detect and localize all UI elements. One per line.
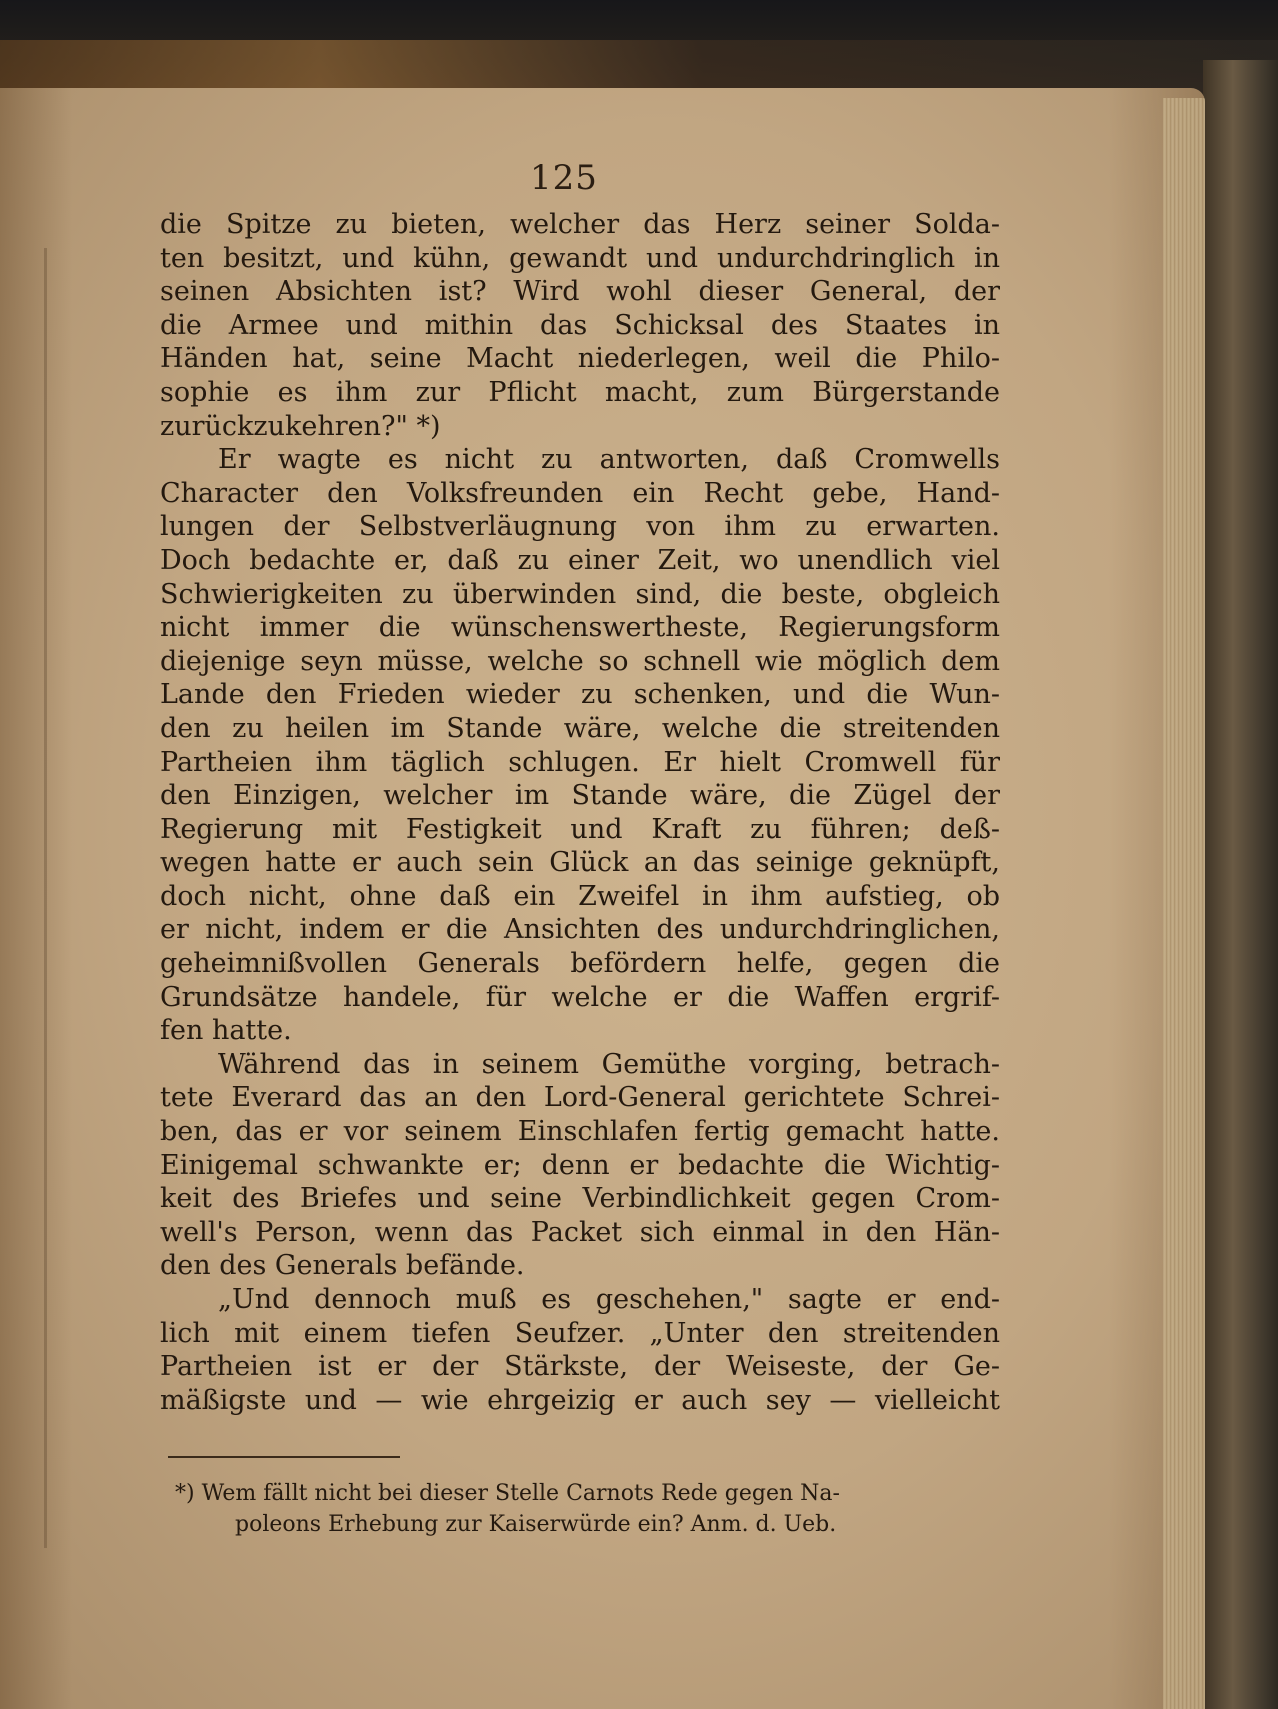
book-cover-right [1203,60,1278,1709]
text-line: den Einzigen, welcher im Stande wäre, die Zügel der [160,780,1000,812]
book-cover-edge [0,40,1278,95]
text-line: geheimnißvollen Generals befördern helfe, gegen die [160,948,1000,980]
gutter-shadow [44,248,47,1548]
text-line: zurückzukehren?" *) [160,410,441,442]
footnote-line: *) Wem fällt nicht bei dieser Stelle Carnots Rede gegen Na- [175,1481,840,1506]
text-line: den des Generals befände. [160,1250,525,1282]
text-line: fen hatte. [160,1015,292,1047]
text-line: Grundsätze handele, für welche er die Waffen ergrif- [160,981,1000,1013]
text-line: Doch bedachte er, daß zu einer Zeit, wo unendlich viel [160,544,1000,576]
text-line: doch nicht, ohne daß ein Zweifel in ihm aufstieg, ob [160,880,1000,912]
text-line: lich mit einem tiefen Seufzer. „Unter den streitenden [160,1317,1000,1349]
text-line: Händen hat, seine Macht niederlegen, weil die Philo- [160,343,1000,375]
text-line: well's Person, wenn das Packet sich einmal in den Hän- [160,1216,1000,1248]
paragraph-start: Er wagte es nicht zu antworten, daß Cromwells [218,444,1000,476]
text-line: lungen der Selbstverläugnung von ihm zu erwarten. [160,511,1000,543]
text-line: diejenige seyn müsse, welche so schnell wie möglich dem [160,645,1000,677]
footnote-divider [168,1456,400,1458]
text-line: mäßigste und — wie ehrgeizig er auch sey — vielleicht [160,1384,1000,1416]
text-line: sophie es ihm zur Pflicht macht, zum Bürgerstande [160,376,1000,408]
text-line: nicht immer die wünschenswertheste, Regierungsform [160,612,1000,644]
text-line: ben, das er vor seinem Einschlafen fertig gemacht hatte. [160,1116,1000,1148]
text-line: Einigemal schwankte er; denn er bedachte die Wichtig- [160,1149,1000,1181]
book-page [0,88,1205,1709]
body-text [160,208,1000,1417]
text-line: Lande den Frieden wieder zu schenken, und die Wun- [160,679,1000,711]
text-line: den zu heilen im Stande wäre, welche die streitenden [160,712,1000,744]
text-line: tete Everard das an den Lord-General gerichtete Schrei- [160,1082,1000,1114]
text-line: keit des Briefes und seine Verbindlichkeit gegen Crom- [160,1183,1000,1215]
text-line: Character den Volksfreunden ein Recht gebe, Hand- [160,477,1000,509]
footnote [175,1478,995,1540]
text-line: er nicht, indem er die Ansichten des undurchdringlichen, [160,914,1000,946]
footnote-line: poleons Erhebung zur Kaiserwürde ein? Anm. d. Ueb. [235,1512,837,1537]
text-line: ten besitzt, und kühn, gewandt und undurchdringlich in [160,242,1000,274]
page-number: 125 [530,158,598,198]
page-edges [1163,98,1205,1709]
text-line: wegen hatte er auch sein Glück an das seinige geknüpft, [160,847,1000,879]
text-line: Schwierigkeiten zu überwinden sind, die beste, obgleich [160,578,1000,610]
text-line: die Spitze zu bieten, welcher das Herz seiner Solda- [160,209,1000,240]
text-line: die Armee und mithin das Schicksal des Staates in [160,309,1000,341]
text-line: seinen Absichten ist? Wird wohl dieser General, der [160,276,1000,308]
paragraph-start: „Und dennoch muß es geschehen," sagte er end- [218,1284,1000,1315]
text-line: Partheien ist er der Stärkste, der Weiseste, der Ge- [160,1351,1000,1383]
paragraph-start: Während das in seinem Gemüthe vorging, betrach- [218,1048,1000,1080]
text-line: Regierung mit Festigkeit und Kraft zu führen; deß- [160,813,1000,845]
text-line: Partheien ihm täglich schlugen. Er hielt Cromwell für [160,746,1000,778]
